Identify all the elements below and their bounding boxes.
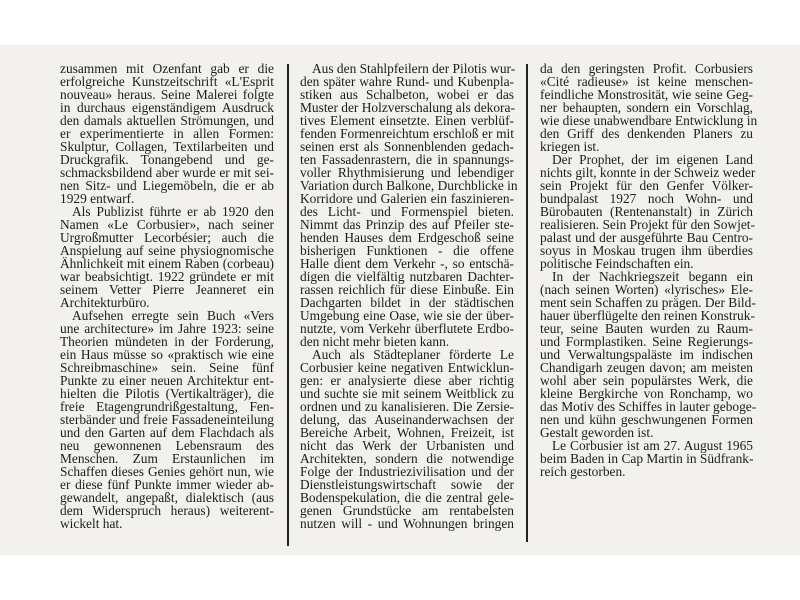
text-line: ment sein Schaffen zu prägen. Der Bild- (540, 295, 756, 310)
text-line: Anspielung auf seine physiognomische (60, 243, 274, 258)
text-line: Folge der Industriezivilisation und der (300, 464, 514, 479)
text-line: beim Baden in Cap Martin in Südfrank- (540, 451, 754, 466)
text-line: den nicht mehr bieten kann. (300, 334, 450, 349)
column-divider-1 (287, 64, 289, 546)
text-line: Schaffen dieses Genies gehört nun, wie (60, 464, 274, 479)
text-line: schmacksbildend aber wurde er mit sei- (60, 165, 274, 180)
text-line: seinen erst als Sonnenblenden gedach- (300, 139, 514, 154)
text-line: Dachgarten bildet in der städtischen (300, 295, 514, 310)
text-line: nen und kühn geschwungenen Formen (540, 412, 753, 427)
text-line: Auch als Städteplaner förderte Le (312, 347, 514, 362)
text-line: Urgroßmutter Lecorbésier; auch die (60, 230, 274, 245)
text-line: wickelt hat. (60, 516, 123, 531)
text-line: Dienstleistungswirtschaft sowie der (300, 477, 514, 492)
column-divider-2 (526, 64, 528, 542)
text-line: Gestalt geworden ist. (540, 425, 654, 440)
text-line: den später wahre Rund- und Kubenpla- (300, 74, 514, 89)
text-line: Druckgrafik. Tonangebend und ge- (60, 152, 274, 167)
text-line: nutzte, vom Verkehr überflutete Erdbo- (300, 321, 514, 336)
text-column-2 (300, 61, 518, 531)
text-line: den Griff des denkenden Planers zu (540, 126, 753, 141)
text-line: palast und der ausgeführte Bau Centro- (540, 230, 753, 245)
text-line: genen Grundstücke am rentabelsten (300, 503, 514, 518)
paragraph (60, 205, 274, 309)
text-line: neu gewonnenen Lebensraum des (60, 438, 274, 453)
text-line: und Formplastiken. Seine Regierungs- (540, 334, 753, 349)
text-line: er diese fünf Punkte immer wieder ab- (60, 477, 274, 492)
text-line: hauer überflügelte den reinen Konstruk- (540, 308, 755, 323)
text-line: dem Widerspruch heraus) weiterent- (60, 503, 274, 518)
text-line: feindliche Monstrosität, wie seine Geg- (540, 87, 753, 102)
text-column-3 (540, 61, 758, 479)
paragraph (540, 269, 757, 440)
text-line: Nimmt das Prinzip des auf Pfeiler ste- (300, 217, 514, 232)
text-line: des Licht- und Formenspiel bieten. (300, 204, 514, 219)
paragraph (540, 152, 756, 271)
text-line: politische Feindschaften ein. (540, 256, 694, 271)
text-line: bisherigen Funktionen - die offene (300, 243, 514, 258)
text-line: Chandigarh zeugen davon; am meisten (540, 360, 753, 375)
text-line: ten Fassadenrastern, die in spannungs- (300, 152, 514, 167)
text-line: erfolgreiche Kunstzeitschrift «L'Esprit (60, 74, 274, 89)
text-line: In der Nachkriegszeit begann ein (552, 269, 753, 284)
text-line: nutzen will - und Wohnungen bringen (300, 516, 514, 531)
text-line: wohl aber sein populärstes Werk, die (540, 373, 753, 388)
text-line: Umgebung eine Oase, wie sie der über- (300, 308, 514, 323)
text-line: Ähnlichkeit mit einem Raben (corbeau) (60, 256, 274, 271)
text-line: bundpalast 1927 noch Wohn- und (540, 191, 753, 206)
text-line: Namen «Le Corbusier», nach seiner (60, 217, 274, 232)
text-line: seinem Vetter Pierre Jeanneret ein (60, 282, 274, 297)
paragraph (540, 439, 753, 478)
text-line: tives Element einsetzte. Einen verblüf- (300, 113, 514, 128)
text-line: Aus den Stahlpfeilern der Pilotis wur- (312, 61, 516, 76)
paragraph (540, 61, 758, 154)
text-line: und den Garten auf dem Flachdach als (60, 425, 274, 440)
paragraph (300, 348, 514, 530)
text-line: den damals aktuellen Strömungen, und (60, 113, 274, 128)
text-line: Muster der Holzverschalung als dekora- (300, 100, 515, 115)
text-line: ner behaupten, sondern ein Vorschlag, (540, 100, 753, 115)
text-line: kriegen ist. (540, 139, 600, 154)
text-line: Bereiche Arbeit, Wohnen, Freizeit, ist (300, 425, 514, 440)
text-line: reich gestorben. (540, 464, 626, 479)
text-line: ordnen und zu kanalisieren. Die Zersie- (300, 399, 514, 414)
paragraph (300, 61, 518, 349)
text-line: voller Rhythmisierung und lebendiger (300, 165, 514, 180)
text-line: «Cité radieuse» ist keine menschen- (540, 74, 753, 89)
text-line: Theorien mündeten in der Forderung, (60, 334, 274, 349)
text-line: Skulptur, Collagen, Textilarbeiten und (60, 139, 274, 154)
text-line: da den geringsten Profit. Corbusiers (540, 61, 753, 76)
text-line: teur, seine Bauten wurden zu Raum- (540, 321, 753, 336)
text-line: gewandelt, angepaßt, dialektisch (aus (60, 490, 274, 505)
text-line: nichts gilt, konnte in der Schweiz weder (540, 165, 756, 180)
text-line: nicht das Werk der Urbanisten und (300, 438, 514, 453)
text-line: nouveau» heraus. Seine Malerei folgte (60, 87, 274, 102)
text-line: und Verwaltungspaläste im indischen (540, 347, 753, 362)
text-line: rassen reichlich für diese Einbuße. Ein (300, 282, 514, 297)
text-line: Architekturbüro. (60, 295, 150, 310)
text-line: hielten die Pilotis (Vertikalträger), die (60, 386, 274, 401)
text-line: sterbänder und freie Fassadeneinteilung (60, 412, 274, 427)
text-line: wie diese unabwendbare Entwicklung in (540, 113, 758, 128)
text-line: Corbusier keine negativen Entwicklun- (300, 360, 514, 375)
text-line: soyus in Moskau trugen ihm überdies (540, 243, 753, 258)
text-line: digen die vielfältig nutzbaren Dachter- (300, 269, 514, 284)
text-line: gen: er analysierte diese aber richtig (300, 373, 514, 388)
text-line: realisieren. Sein Projekt für den Sowjet- (540, 217, 755, 232)
text-line: Bodenspekulation, die die zentral gele- (300, 490, 514, 505)
text-line: Menschen. Zum Erstaunlichen im (60, 451, 274, 466)
text-line: Als Publizist führte er ab 1920 den (72, 204, 274, 219)
text-line: Halle dient dem Verkehr -, so entschä- (300, 256, 514, 271)
text-line: sein Projekt für den Genfer Völker- (540, 178, 753, 193)
text-line: Aufsehen erregte sein Buch «Vers (72, 308, 274, 323)
text-line: Der Prophet, der im eigenen Land (552, 152, 753, 167)
text-line: nen Sitz- und Liegemöbeln, die er ab (60, 178, 274, 193)
text-column-1 (60, 62, 274, 530)
text-line: in durchaus eigenständigem Ausdruck (60, 100, 274, 115)
text-line: zusammen mit Ozenfant gab er die (60, 61, 274, 76)
text-line: 1929 entwarf. (60, 191, 135, 206)
text-line: er experimentierte in allen Formen: (60, 126, 274, 141)
text-line: Punkte zu einer neuen Architektur ent- (60, 373, 274, 388)
text-line: Bürobauten (Rentenanstalt) in Zürich (540, 204, 753, 219)
text-line: war beabsichtigt. 1922 gründete er mit (60, 269, 274, 284)
text-line: freie Etagengrundrißgestaltung, Fen- (60, 399, 274, 414)
text-line: kleine Bergkirche von Ronchamp, wo (540, 386, 753, 401)
text-line: Korridore und Galerien ein faszinieren- (300, 191, 514, 206)
text-line: Schreibmaschine» sein. Seine fünf (60, 360, 274, 375)
text-line: fenden Formenreichtum erschloß er mit (300, 126, 514, 141)
text-line: henden Hauses dem Erdgeschoß seine (300, 230, 514, 245)
text-line: und suchte sie mit seinem Weitblick zu (300, 386, 514, 401)
text-line: une architecture» im Jahre 1923: seine (60, 321, 274, 336)
text-line: Variation durch Balkone, Durchblicke in (300, 178, 518, 193)
text-line: ein Haus müsse so «praktisch wie eine (60, 347, 274, 362)
text-line: delung, das Auseinanderwachsen der (300, 412, 514, 427)
paragraph (60, 62, 274, 205)
text-line: Architekten, sondern die notwendige (300, 451, 514, 466)
text-line: Le Corbusier ist am 27. August 1965 (552, 438, 753, 453)
text-line: das Motiv des Schiffes in lauter geboge- (540, 399, 757, 414)
paragraph (60, 309, 274, 530)
text-line: stiken aus Schalbeton, wobei er das (300, 87, 514, 102)
text-line: (nach seinen Worten) «lyrisches» Ele- (540, 282, 753, 297)
